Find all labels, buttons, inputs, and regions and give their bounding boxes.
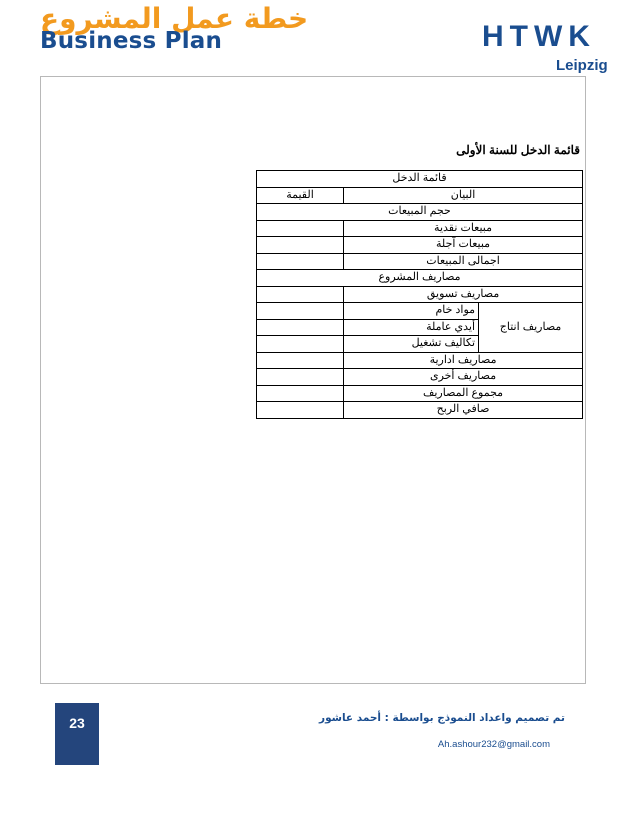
value-cell xyxy=(257,402,344,419)
table-row xyxy=(257,369,583,386)
table-row xyxy=(257,303,583,320)
table-row xyxy=(257,171,583,188)
section-expenses: مصاريف المشروع xyxy=(257,270,583,287)
table-row xyxy=(257,352,583,369)
table-row xyxy=(257,220,583,237)
section-sales: حجم المبيعات xyxy=(257,204,583,221)
row-label: أيدي عاملة xyxy=(344,319,479,336)
row-label: مواد خام xyxy=(344,303,479,320)
table-row xyxy=(257,237,583,254)
production-expenses-group-label: مصاريف انتاج xyxy=(479,303,583,353)
income-statement-table xyxy=(256,170,583,419)
value-cell xyxy=(257,253,344,270)
column-header-item: البيان xyxy=(344,187,583,204)
row-label: مصاريف ادارية xyxy=(344,352,583,369)
row-label: صافي الربح xyxy=(344,402,583,419)
header-title-english: Business Plan xyxy=(40,28,223,54)
value-cell xyxy=(257,220,344,237)
row-label: مصاريف أخرى xyxy=(344,369,583,386)
row-label: مصاريف تسويق xyxy=(344,286,583,303)
table-caption: قائمة الدخل xyxy=(257,171,583,188)
value-cell xyxy=(257,319,344,336)
row-label: تكاليف تشغيل xyxy=(344,336,479,353)
table-row xyxy=(257,187,583,204)
table-row xyxy=(257,286,583,303)
column-header-value: القيمة xyxy=(257,187,344,204)
logo-text: HTWK xyxy=(482,20,596,53)
value-cell xyxy=(257,336,344,353)
table-row xyxy=(257,402,583,419)
logo-subtext: Leipzig xyxy=(556,57,608,74)
value-cell xyxy=(257,286,344,303)
table-row xyxy=(257,385,583,402)
document-title: قائمة الدخل للسنة الأولى xyxy=(456,143,580,157)
header-title-arabic: خطة عمل المشروع xyxy=(40,2,309,35)
value-cell xyxy=(257,369,344,386)
row-label: اجمالى المبيعات xyxy=(344,253,583,270)
htwk-logo xyxy=(480,12,612,76)
row-label: مجموع المصاريف xyxy=(344,385,583,402)
value-cell xyxy=(257,237,344,254)
table-row xyxy=(257,270,583,287)
page-number-badge: 23 xyxy=(55,703,99,765)
value-cell xyxy=(257,303,344,320)
table-row xyxy=(257,204,583,221)
value-cell xyxy=(257,385,344,402)
row-label: مبيعات آجلة xyxy=(344,237,583,254)
table-row xyxy=(257,253,583,270)
row-label: مبيعات نقدية xyxy=(344,220,583,237)
footer-credit: تم تصميم واعداد النموذج بواسطة : أحمد عاشور xyxy=(319,712,565,724)
value-cell xyxy=(257,352,344,369)
footer-email: Ah.ashour232@gmail.com xyxy=(437,739,550,750)
